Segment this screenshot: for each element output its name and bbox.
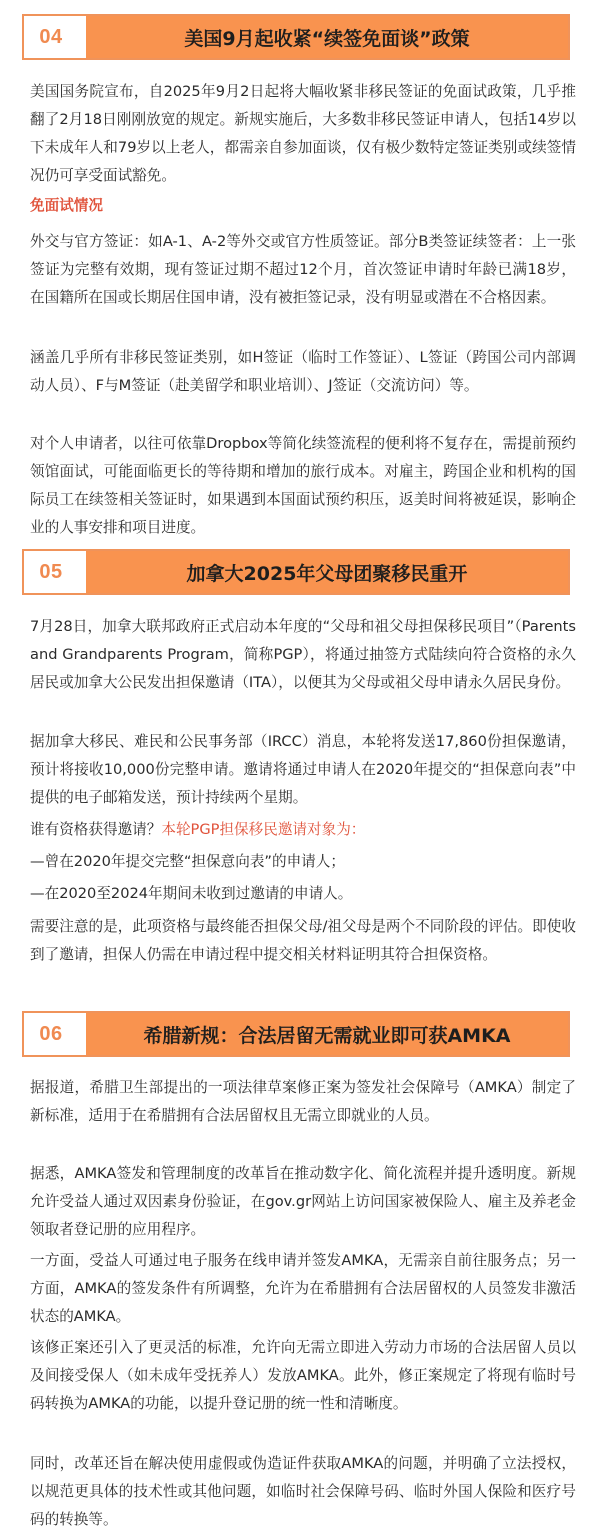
paragraph: 7月28日，加拿大联邦政府正式启动本年度的“父母和祖父母担保移民项目”（Parents and Grandparents Program，简称PGP），将通过抽签方式陆续向符合资格的永久居民或加拿大公民发出担保邀请（ITA），以便其为父母或祖父母申请永久居民身份。 bbox=[30, 618, 576, 691]
section-title: 美国9月起收紧“续签免面谈”政策 bbox=[86, 16, 568, 58]
paragraph: 涵盖几乎所有非移民签证类别，如H签证（临时工作签证）、L签证（跨国公司内部调动人员）、F与M签证（赴美留学和职业培训）、J签证（交流访问）等。 bbox=[30, 349, 576, 394]
paragraph: 对个人申请者，以往可依靠Dropbox等简化续签流程的便利将不复存在，需提前预约领馆面试，可能面临更长的等待期和增加的旅行成本。对雇主，跨国企业和机构的国际员工在续签相关签证时，如果遇到本国面试预约积压，返美时间将被延误，影响企业的人事安排和项目进度。 bbox=[30, 435, 576, 536]
paragraph: 美国国务院宣布，自2025年9月2日起将大幅收紧非移民签证的免面试政策，几乎推翻了2月18日刚刚放宽的规定。新规实施后，大多数非移民签证申请人，包括14岁以下未成年人和79岁以上老人，都需亲自参加面谈，仅有极少数特定签证类别或续签情况仍可享受面试豁免。 bbox=[30, 83, 576, 184]
paragraph: 据报道，希腊卫生部提出的一项法律草案修正案为签发社会保障号（AMKA）制定了新标准，适用于在希腊拥有合法居留权且无需立即就业的人员。 bbox=[30, 1079, 576, 1124]
section-number: 05 bbox=[39, 560, 63, 583]
list-item: —在2020至2024年期间未收到过邀请的申请人。 bbox=[30, 885, 353, 902]
subheading: 免面试情况 bbox=[30, 197, 103, 214]
section-title: 加拿大2025年父母团聚移民重开 bbox=[86, 551, 568, 593]
section-number: 06 bbox=[39, 1022, 63, 1045]
paragraph: 同时，改革还旨在解决使用虚假或伪造证件获取AMKA的问题，并明确了立法授权，以规范更具体的技术性或其他问题，如临时社会保障号码、临时外国人保险和医疗号码的转换等。 bbox=[30, 1455, 576, 1528]
section-header-04 bbox=[22, 14, 570, 60]
section-number: 04 bbox=[39, 25, 63, 48]
section-title: 希腊新规：合法居留无需就业即可获AMKA bbox=[86, 1013, 568, 1055]
eligibility-question bbox=[30, 816, 576, 844]
paragraph: 外交与官方签证：如A-1、A-2等外交或官方性质签证。部分B类签证续签者：上一张签证为完整有效期，现有签证过期不超过12个月，首次签证申请时年龄已满18岁，在国籍所在国或长期居住国申请，没有被拒签记录，没有明显或潜在不合格因素。 bbox=[30, 233, 576, 306]
list-item: —曾在2020年提交完整“担保意向表”的申请人； bbox=[30, 853, 345, 870]
question-highlight: 本轮PGP担保移民邀请对象为： bbox=[161, 821, 366, 838]
paragraph: 该修正案还引入了更灵活的标准，允许向无需立即进入劳动力市场的合法居留人员以及间接受保人（如未成年受抚养人）发放AMKA。此外，修正案规定了将现有临时号码转换为AMKA的功能，以提升登记册的统一性和清晰度。 bbox=[30, 1339, 576, 1412]
question-text: 谁有资格获得邀请？ bbox=[30, 821, 162, 838]
paragraph: 据加拿大移民、难民和公民事务部（IRCC）消息，本轮将发送17,860份担保邀请，预计将接收10,000份完整申请。邀请将通过申请人在2020年提交的“担保意向表”中提供的电子邮箱发送，预计持续两个星期。 bbox=[30, 733, 576, 806]
section-header-05 bbox=[22, 549, 570, 595]
section-header-06 bbox=[22, 1011, 570, 1057]
paragraph: 需要注意的是，此项资格与最终能否担保父母/祖父母是两个不同阶段的评估。即使收到了邀请，担保人仍需在申请过程中提交相关材料证明其符合担保资格。 bbox=[30, 918, 576, 963]
paragraph: 一方面，受益人可通过电子服务在线申请并签发AMKA，无需亲自前往服务点；另一方面，AMKA的签发条件有所调整，允许为在希腊拥有合法居留权的人员签发非激活状态的AMKA。 bbox=[30, 1252, 576, 1325]
paragraph: 据悉，AMKA签发和管理制度的改革旨在推动数字化、简化流程并提升透明度。新规允许受益人通过双因素身份验证，在gov.gr网站上访问国家被保险人、雇主及养老金领取者登记册的应用程序。 bbox=[30, 1165, 576, 1238]
